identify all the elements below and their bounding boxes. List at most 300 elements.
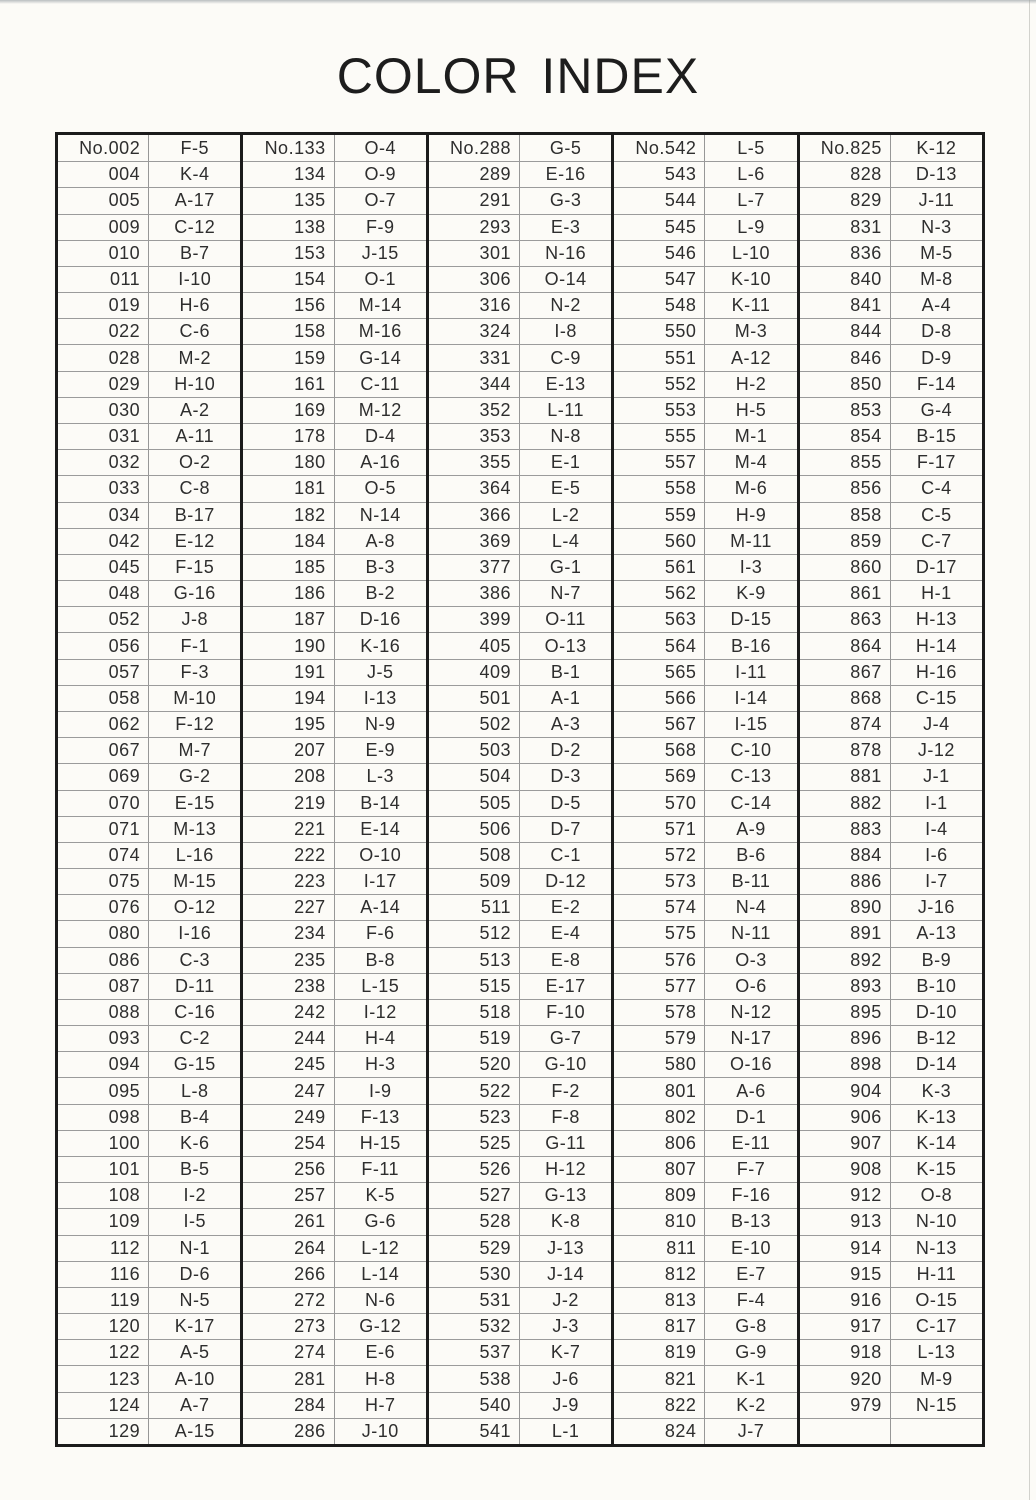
grid-code-cell: M-4 xyxy=(705,449,796,475)
grid-code-cell: A-2 xyxy=(149,397,240,423)
color-number-cell: 908 xyxy=(800,1156,891,1182)
color-number-cell: 844 xyxy=(800,318,891,344)
color-number-cell: 819 xyxy=(614,1339,705,1365)
color-number-cell: 161 xyxy=(243,371,334,397)
color-number-cell: 505 xyxy=(429,790,520,816)
grid-code-cell: O-12 xyxy=(149,894,240,920)
color-number-cell: 578 xyxy=(614,999,705,1025)
grid-code-cell: A-3 xyxy=(520,711,611,737)
grid-code-cell: I-11 xyxy=(705,659,796,685)
color-number-cell: 045 xyxy=(58,554,149,580)
color-number-cell: 861 xyxy=(800,580,891,606)
grid-code-cell: E-10 xyxy=(705,1235,796,1261)
grid-code-cell: G-7 xyxy=(520,1025,611,1051)
grid-code-cell: H-10 xyxy=(149,371,240,397)
color-number-cell: 893 xyxy=(800,973,891,999)
grid-code-cell: C-14 xyxy=(705,790,796,816)
color-number-cell: 881 xyxy=(800,763,891,789)
grid-code-cell: K-13 xyxy=(891,1104,982,1130)
color-number-cell: 569 xyxy=(614,763,705,789)
color-number-cell: 806 xyxy=(614,1130,705,1156)
color-number-cell: 291 xyxy=(429,187,520,213)
grid-code-cell: I-9 xyxy=(335,1077,426,1103)
grid-code-cell: O-15 xyxy=(891,1287,982,1313)
grid-code-cell: A-13 xyxy=(891,920,982,946)
color-number-cell: 208 xyxy=(243,763,334,789)
grid-code-cell: E-4 xyxy=(520,920,611,946)
color-number-cell: 190 xyxy=(243,632,334,658)
color-number-cell: 109 xyxy=(58,1208,149,1234)
grid-code-cell: N-5 xyxy=(149,1287,240,1313)
grid-code-cell: O-1 xyxy=(335,266,426,292)
color-number-cell: 515 xyxy=(429,973,520,999)
grid-code-cell: G-12 xyxy=(335,1313,426,1339)
color-number-cell: 502 xyxy=(429,711,520,737)
grid-code-cell: O-2 xyxy=(149,449,240,475)
grid-code-cell: L-10 xyxy=(705,240,796,266)
grid-code-cell: A-4 xyxy=(891,292,982,318)
color-number-cell: 850 xyxy=(800,371,891,397)
color-number-cell: 031 xyxy=(58,423,149,449)
grid-code-cell: I-2 xyxy=(149,1182,240,1208)
color-number-cell: 070 xyxy=(58,790,149,816)
grid-code-cell: F-4 xyxy=(705,1287,796,1313)
grid-code-cell: J-11 xyxy=(891,187,982,213)
color-number-cell: 548 xyxy=(614,292,705,318)
grid-code-cell: M-13 xyxy=(149,816,240,842)
color-number-cell: 056 xyxy=(58,632,149,658)
color-number-cell: 538 xyxy=(429,1365,520,1391)
grid-code-cell: L-6 xyxy=(705,161,796,187)
grid-code-cell: D-12 xyxy=(520,868,611,894)
grid-code-cell: K-4 xyxy=(149,161,240,187)
color-number-cell: 574 xyxy=(614,894,705,920)
color-number-cell: 116 xyxy=(58,1261,149,1287)
grid-code-cell: F-10 xyxy=(520,999,611,1025)
grid-code-cell: E-15 xyxy=(149,790,240,816)
color-number-cell: 579 xyxy=(614,1025,705,1051)
color-number-cell: 822 xyxy=(614,1392,705,1418)
index-column-group-2 xyxy=(240,135,425,1444)
grid-code-cell: E-8 xyxy=(520,947,611,973)
grid-code-cell: J-4 xyxy=(891,711,982,737)
color-number-cell: 159 xyxy=(243,344,334,370)
color-number-cell: 264 xyxy=(243,1235,334,1261)
grid-code-cell: H-4 xyxy=(335,1025,426,1051)
grid-code-cell: D-15 xyxy=(705,606,796,632)
grid-code-cell: D-8 xyxy=(891,318,982,344)
grid-code-cell: H-2 xyxy=(705,371,796,397)
color-number-cell: 033 xyxy=(58,475,149,501)
grid-code-cell: F-5 xyxy=(180,137,210,158)
grid-code-cell: H-3 xyxy=(335,1051,426,1077)
grid-code-cell: H-6 xyxy=(149,292,240,318)
color-number-cell: 550 xyxy=(614,318,705,344)
color-number-cell: 324 xyxy=(429,318,520,344)
grid-code-cell: M-14 xyxy=(335,292,426,318)
color-number-cell: 513 xyxy=(429,947,520,973)
grid-code-cell: G-16 xyxy=(149,580,240,606)
grid-code-cell: B-3 xyxy=(335,554,426,580)
color-number-cell: 571 xyxy=(614,816,705,842)
color-number-cell: 541 xyxy=(429,1418,520,1444)
grid-code-cell: O-10 xyxy=(335,842,426,868)
color-number-cell: 565 xyxy=(614,659,705,685)
grid-code-cell: B-6 xyxy=(705,842,796,868)
color-number-cell: 915 xyxy=(800,1261,891,1287)
grid-code-cell: A-14 xyxy=(335,894,426,920)
grid-code-cell: H-1 xyxy=(891,580,982,606)
color-number-cell: 882 xyxy=(800,790,891,816)
color-number-cell: 080 xyxy=(58,920,149,946)
grid-code-cell: K-8 xyxy=(520,1208,611,1234)
color-number-cell: 576 xyxy=(614,947,705,973)
index-column-group-4 xyxy=(611,135,796,1444)
color-number-cell: 807 xyxy=(614,1156,705,1182)
color-number-cell: 891 xyxy=(800,920,891,946)
color-number-cell: No.542 xyxy=(614,135,705,161)
color-number-cell: 809 xyxy=(614,1182,705,1208)
grid-code-cell: K-16 xyxy=(335,632,426,658)
color-number-cell: 010 xyxy=(58,240,149,266)
grid-code-cell: B-13 xyxy=(705,1208,796,1234)
color-number-cell: 100 xyxy=(58,1130,149,1156)
grid-code-cell: C-2 xyxy=(149,1025,240,1051)
grid-code-cell: H-12 xyxy=(520,1156,611,1182)
grid-code-cell: H-9 xyxy=(705,502,796,528)
grid-code-cell: M-8 xyxy=(891,266,982,292)
grid-code-cell: D-7 xyxy=(520,816,611,842)
color-number-cell: 920 xyxy=(800,1365,891,1391)
grid-code-cell: M-12 xyxy=(335,397,426,423)
color-number-cell: 191 xyxy=(243,659,334,685)
color-number-cell: 052 xyxy=(58,606,149,632)
color-number-cell: 154 xyxy=(243,266,334,292)
color-number-cell: 553 xyxy=(614,397,705,423)
color-number-cell: 528 xyxy=(429,1208,520,1234)
grid-code-cell: A-5 xyxy=(149,1339,240,1365)
grid-code-cell: E-5 xyxy=(520,475,611,501)
grid-code-cell: F-8 xyxy=(520,1104,611,1130)
grid-code-cell: G-13 xyxy=(520,1182,611,1208)
grid-code-cell: L-15 xyxy=(335,973,426,999)
grid-code-cell: K-17 xyxy=(149,1313,240,1339)
color-number-cell: 122 xyxy=(58,1339,149,1365)
grid-code-cell: D-14 xyxy=(891,1051,982,1077)
grid-code-cell: D-2 xyxy=(520,737,611,763)
color-number-cell: 552 xyxy=(614,371,705,397)
color-number-cell: 562 xyxy=(614,580,705,606)
color-number-cell: 281 xyxy=(243,1365,334,1391)
color-number-cell: 522 xyxy=(429,1077,520,1103)
color-number-cell: 577 xyxy=(614,973,705,999)
grid-code-cell: I-16 xyxy=(149,920,240,946)
color-number-cell: 503 xyxy=(429,737,520,763)
grid-code-cell: O-11 xyxy=(520,606,611,632)
color-number-cell: 840 xyxy=(800,266,891,292)
grid-code-cell: N-3 xyxy=(891,214,982,240)
color-number-cell: 529 xyxy=(429,1235,520,1261)
color-number-cell: 249 xyxy=(243,1104,334,1130)
color-number-cell: 829 xyxy=(800,187,891,213)
grid-code-cell: A-10 xyxy=(149,1365,240,1391)
color-number-cell: 563 xyxy=(614,606,705,632)
color-number-cell: 234 xyxy=(243,920,334,946)
grid-code-cell: A-6 xyxy=(705,1077,796,1103)
grid-code-cell: A-11 xyxy=(149,423,240,449)
color-number-cell: 557 xyxy=(614,449,705,475)
color-number-cell: 194 xyxy=(243,685,334,711)
color-number-cell: 187 xyxy=(243,606,334,632)
color-number-cell: 854 xyxy=(800,423,891,449)
color-number-cell: 369 xyxy=(429,528,520,554)
color-number-cell: 570 xyxy=(614,790,705,816)
color-number-cell: 906 xyxy=(800,1104,891,1130)
color-number-cell: 119 xyxy=(58,1287,149,1313)
color-number-cell: 261 xyxy=(243,1208,334,1234)
grid-code-cell: I-17 xyxy=(335,868,426,894)
grid-code-cell: D-3 xyxy=(520,763,611,789)
grid-code-cell: G-3 xyxy=(520,187,611,213)
color-number-cell: 566 xyxy=(614,685,705,711)
grid-code-cell: M-1 xyxy=(705,423,796,449)
grid-code-cell: L-13 xyxy=(891,1339,982,1365)
grid-code-cell: A-12 xyxy=(705,344,796,370)
grid-code-cell: N-15 xyxy=(891,1392,982,1418)
grid-code-cell: C-9 xyxy=(520,344,611,370)
color-number-cell: 108 xyxy=(58,1182,149,1208)
grid-code-cell: J-1 xyxy=(891,763,982,789)
grid-code-cell: E-14 xyxy=(335,816,426,842)
color-number-cell: 555 xyxy=(614,423,705,449)
color-number-cell: 868 xyxy=(800,685,891,711)
color-number-cell: 293 xyxy=(429,214,520,240)
grid-code-cell: G-4 xyxy=(891,397,982,423)
grid-code-cell: K-6 xyxy=(149,1130,240,1156)
color-number-cell: 530 xyxy=(429,1261,520,1287)
color-number-cell: 048 xyxy=(58,580,149,606)
color-number-cell: 274 xyxy=(243,1339,334,1365)
color-number-cell: 094 xyxy=(58,1051,149,1077)
grid-code-cell: O-3 xyxy=(705,947,796,973)
color-number-cell: 907 xyxy=(800,1130,891,1156)
color-number-cell: 254 xyxy=(243,1130,334,1156)
color-number-cell: 543 xyxy=(614,161,705,187)
color-number-cell: 817 xyxy=(614,1313,705,1339)
grid-code-cell: O-9 xyxy=(335,161,426,187)
grid-code-cell: I-4 xyxy=(891,816,982,842)
color-number-cell: 087 xyxy=(58,973,149,999)
color-number-cell: 545 xyxy=(614,214,705,240)
grid-code-cell: O-7 xyxy=(335,187,426,213)
color-number-cell: 979 xyxy=(800,1392,891,1418)
color-number-cell: 257 xyxy=(243,1182,334,1208)
color-number-cell: 813 xyxy=(614,1287,705,1313)
grid-code-cell: J-13 xyxy=(520,1235,611,1261)
color-number-cell: 386 xyxy=(429,580,520,606)
color-number-cell: 019 xyxy=(58,292,149,318)
grid-code-cell: F-14 xyxy=(891,371,982,397)
grid-code-cell: M-2 xyxy=(149,344,240,370)
color-number-cell: No.288 xyxy=(429,135,520,161)
color-number-cell: 812 xyxy=(614,1261,705,1287)
grid-code-cell: D-13 xyxy=(891,161,982,187)
color-number-cell: 186 xyxy=(243,580,334,606)
color-number-cell: 067 xyxy=(58,737,149,763)
color-number-cell: 244 xyxy=(243,1025,334,1051)
color-number-cell: 222 xyxy=(243,842,334,868)
grid-code-cell: H-5 xyxy=(705,397,796,423)
grid-code-cell: M-3 xyxy=(705,318,796,344)
color-number-cell: 028 xyxy=(58,344,149,370)
color-number-cell: 519 xyxy=(429,1025,520,1051)
grid-code-cell: I-7 xyxy=(891,868,982,894)
scan-edge-right xyxy=(1029,0,1030,1500)
grid-code-cell: L-2 xyxy=(520,502,611,528)
color-number-cell: 058 xyxy=(58,685,149,711)
color-number-cell: 824 xyxy=(614,1418,705,1444)
grid-code-cell: O-13 xyxy=(520,632,611,658)
color-number-cell: 180 xyxy=(243,449,334,475)
color-number-cell: 580 xyxy=(614,1051,705,1077)
grid-code-cell: J-2 xyxy=(520,1287,611,1313)
color-number-cell: 801 xyxy=(614,1077,705,1103)
grid-code-cell: N-12 xyxy=(705,999,796,1025)
color-number-cell: 874 xyxy=(800,711,891,737)
grid-code-cell: C-12 xyxy=(149,214,240,240)
grid-code-cell: D-1 xyxy=(705,1104,796,1130)
grid-code-cell: F-7 xyxy=(705,1156,796,1182)
color-number-cell: 124 xyxy=(58,1392,149,1418)
grid-code-cell: C-10 xyxy=(705,737,796,763)
color-number-cell: 520 xyxy=(429,1051,520,1077)
color-number-cell: 221 xyxy=(243,816,334,842)
grid-code-cell: K-15 xyxy=(891,1156,982,1182)
color-number-cell: 856 xyxy=(800,475,891,501)
color-number-cell: 810 xyxy=(614,1208,705,1234)
grid-code-cell: A-15 xyxy=(149,1418,240,1444)
color-number-cell: 301 xyxy=(429,240,520,266)
color-number-cell: 153 xyxy=(243,240,334,266)
color-number-cell: 273 xyxy=(243,1313,334,1339)
color-number-cell: 364 xyxy=(429,475,520,501)
color-number-cell: 567 xyxy=(614,711,705,737)
grid-code-cell: D-11 xyxy=(149,973,240,999)
grid-code-cell: C-1 xyxy=(520,842,611,868)
color-number-cell: 859 xyxy=(800,528,891,554)
color-number-cell: 864 xyxy=(800,632,891,658)
color-number-cell: 134 xyxy=(243,161,334,187)
index-column-group-1 xyxy=(58,135,240,1444)
grid-code-cell xyxy=(891,1418,982,1444)
grid-code-cell: B-10 xyxy=(891,973,982,999)
color-number-cell: 540 xyxy=(429,1392,520,1418)
color-number-cell: 531 xyxy=(429,1287,520,1313)
color-number-cell: 846 xyxy=(800,344,891,370)
grid-code-cell: A-9 xyxy=(705,816,796,842)
color-number-cell: 802 xyxy=(614,1104,705,1130)
grid-code-cell: K-10 xyxy=(705,266,796,292)
color-number-cell: 062 xyxy=(58,711,149,737)
color-number-cell: 195 xyxy=(243,711,334,737)
color-number-cell: 098 xyxy=(58,1104,149,1130)
grid-code-cell: F-9 xyxy=(335,214,426,240)
color-number-cell: 004 xyxy=(58,161,149,187)
grid-code-cell: F-13 xyxy=(335,1104,426,1130)
grid-code-cell: G-2 xyxy=(149,763,240,789)
grid-code-cell: O-5 xyxy=(335,475,426,501)
color-number-cell: 917 xyxy=(800,1313,891,1339)
grid-code-cell: G-5 xyxy=(549,137,582,158)
grid-code-cell: G-15 xyxy=(149,1051,240,1077)
color-number-cell: No.002 xyxy=(58,135,149,161)
color-number-cell: 405 xyxy=(429,632,520,658)
grid-code-cell: N-9 xyxy=(335,711,426,737)
color-number-cell: 331 xyxy=(429,344,520,370)
grid-code-cell: D-9 xyxy=(891,344,982,370)
grid-code-cell: C-4 xyxy=(891,475,982,501)
color-index-table xyxy=(55,132,985,1447)
color-number-cell: 546 xyxy=(614,240,705,266)
color-number-cell: 256 xyxy=(243,1156,334,1182)
grid-code-cell: K-5 xyxy=(335,1182,426,1208)
grid-code-cell: I-1 xyxy=(891,790,982,816)
color-number-cell: 181 xyxy=(243,475,334,501)
grid-code-cell: N-8 xyxy=(520,423,611,449)
grid-code-cell: M-9 xyxy=(891,1365,982,1391)
color-number-cell: 884 xyxy=(800,842,891,868)
color-number-cell: 527 xyxy=(429,1182,520,1208)
grid-code-cell: L-5 xyxy=(737,137,765,158)
grid-code-cell: G-8 xyxy=(705,1313,796,1339)
grid-code-cell: B-15 xyxy=(891,423,982,449)
grid-code-cell: B-16 xyxy=(705,632,796,658)
color-number-cell: 235 xyxy=(243,947,334,973)
color-number-cell: 169 xyxy=(243,397,334,423)
color-number-cell: 101 xyxy=(58,1156,149,1182)
color-number-cell: 093 xyxy=(58,1025,149,1051)
grid-code-cell: L-12 xyxy=(335,1235,426,1261)
grid-code-cell: I-13 xyxy=(335,685,426,711)
grid-code-cell: D-16 xyxy=(335,606,426,632)
grid-code-cell: H-13 xyxy=(891,606,982,632)
grid-code-cell: C-3 xyxy=(149,947,240,973)
grid-code-cell: L-8 xyxy=(149,1077,240,1103)
color-number-cell: 896 xyxy=(800,1025,891,1051)
grid-code-cell: N-2 xyxy=(520,292,611,318)
color-number-cell: 138 xyxy=(243,214,334,240)
color-number-cell: 057 xyxy=(58,659,149,685)
color-number-cell: 914 xyxy=(800,1235,891,1261)
grid-code-cell: J-5 xyxy=(335,659,426,685)
color-number-cell: 029 xyxy=(58,371,149,397)
color-number-cell: 863 xyxy=(800,606,891,632)
color-number-cell: 575 xyxy=(614,920,705,946)
color-number-cell: 266 xyxy=(243,1261,334,1287)
grid-code-cell: B-5 xyxy=(149,1156,240,1182)
color-number-cell: 573 xyxy=(614,868,705,894)
grid-code-cell: M-11 xyxy=(705,528,796,554)
color-number-cell: 071 xyxy=(58,816,149,842)
color-number-cell: No.133 xyxy=(243,135,334,161)
grid-code-cell: B-9 xyxy=(891,947,982,973)
color-number-cell: 890 xyxy=(800,894,891,920)
page-title: COLOR INDEX xyxy=(336,48,700,104)
grid-code-cell: E-2 xyxy=(520,894,611,920)
grid-code-cell: C-8 xyxy=(149,475,240,501)
color-number-cell: 526 xyxy=(429,1156,520,1182)
color-number-cell: 504 xyxy=(429,763,520,789)
